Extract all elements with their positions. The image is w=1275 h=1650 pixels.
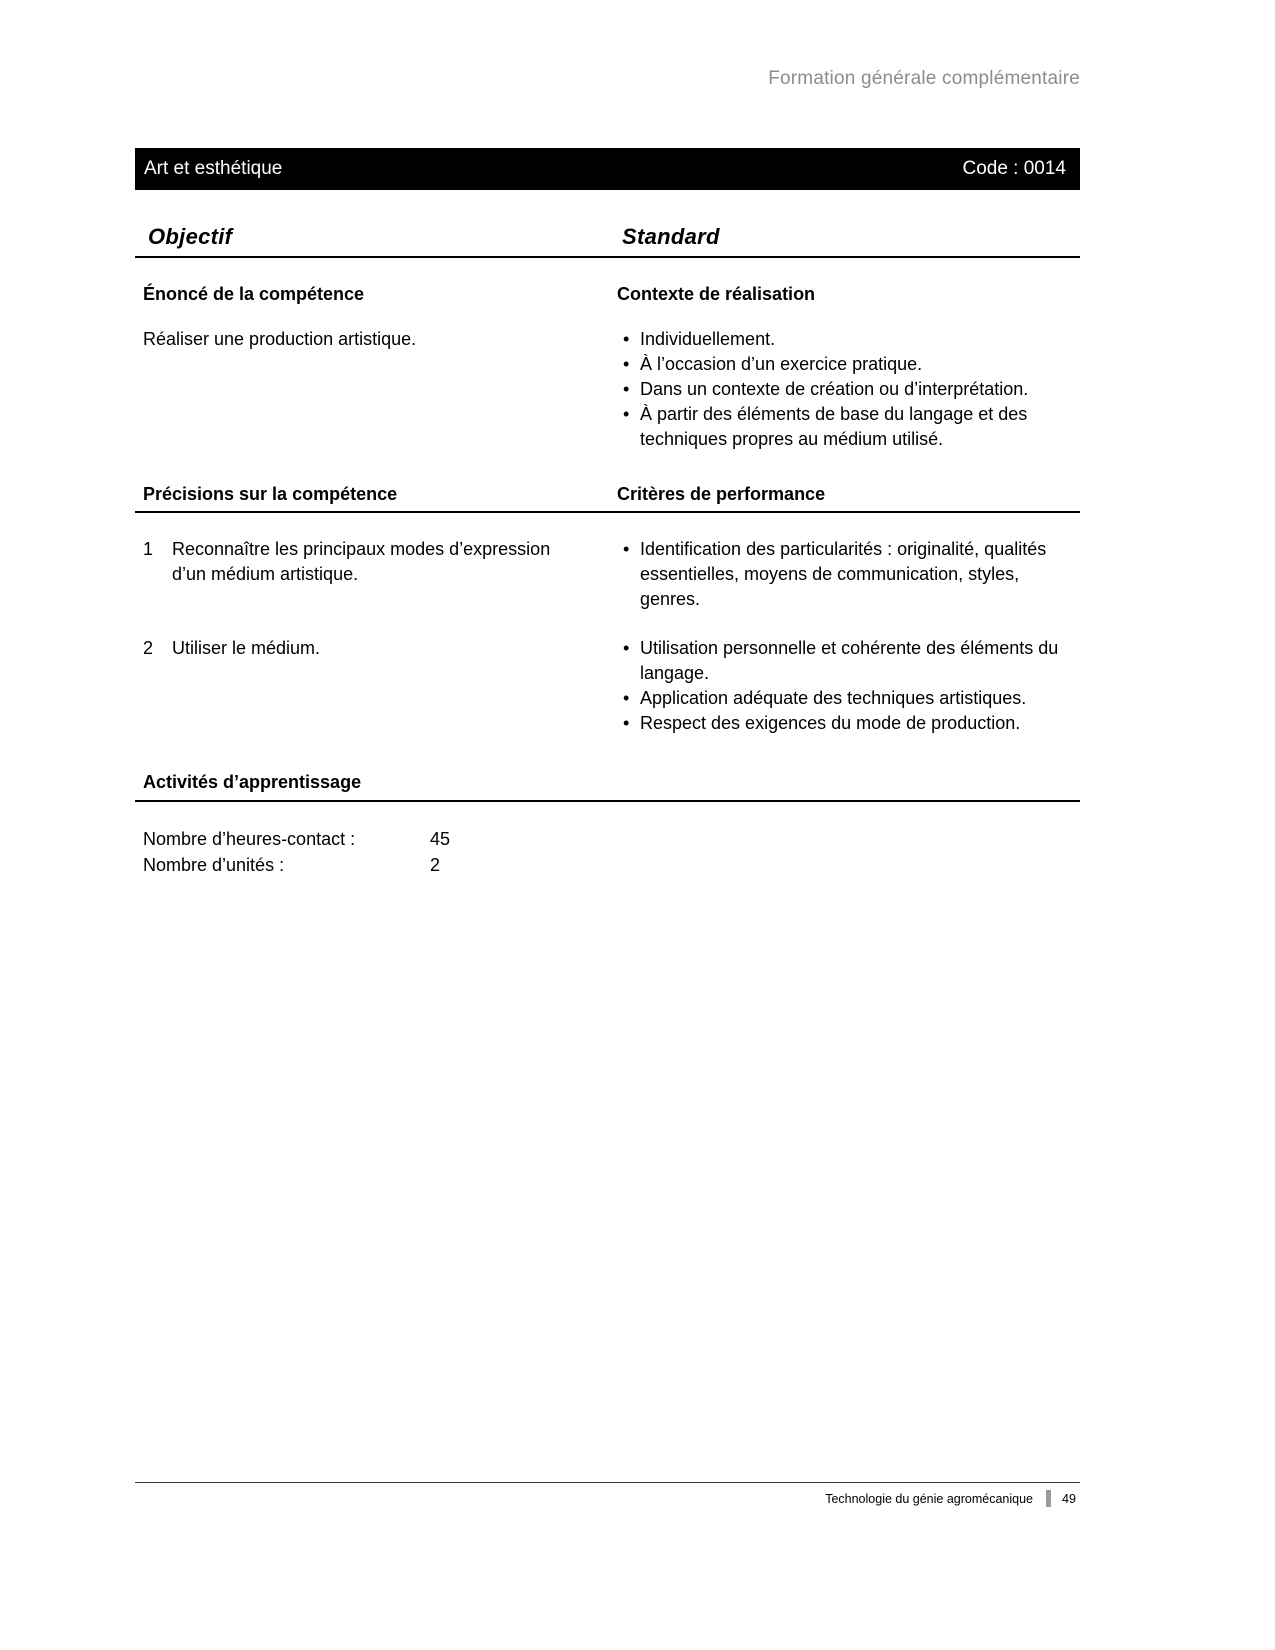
info-row-units <box>143 852 1080 878</box>
list-item-text: Application adéquate des techniques artistiques. <box>640 688 1027 708</box>
info-value: 45 <box>430 829 451 849</box>
criteres-heading: Critères de performance <box>617 484 826 504</box>
precision-item-1 <box>135 537 617 612</box>
criteres-group-1 <box>617 537 1080 612</box>
list-item <box>617 711 1076 736</box>
list-item <box>617 327 1076 352</box>
course-code: Code : 0014 <box>962 158 1066 179</box>
bullet-icon: • <box>623 638 630 658</box>
criteres-group-2 <box>617 636 1080 736</box>
info-label: Nombre d’heures-contact : <box>143 829 356 849</box>
list-item <box>617 537 1076 612</box>
precision-item-2 <box>135 636 617 736</box>
list-item-text: Respect des exigences du mode de production. <box>640 713 1021 733</box>
bullet-icon: • <box>623 354 630 374</box>
page-footer <box>135 1482 1080 1507</box>
activites-heading: Activités d’apprentissage <box>135 772 1080 802</box>
info-row-hours <box>143 826 1080 852</box>
standard-heading: Standard <box>622 224 720 249</box>
column-headings-row <box>135 224 1080 258</box>
objectif-heading: Objectif <box>148 224 233 249</box>
running-header <box>135 68 1080 90</box>
list-item-text: À partir des éléments de base du langage et des techniques propres au médium utilisé. <box>640 404 1028 449</box>
list-item-text: Individuellement. <box>640 329 776 349</box>
main-content <box>135 224 1080 878</box>
bullet-icon: • <box>623 713 630 733</box>
numbered-item <box>143 537 587 587</box>
list-item-text: Utilisation personnelle et cohérente des éléments du langage. <box>640 638 1059 683</box>
item-number: 2 <box>143 638 154 658</box>
enonce-section <box>135 284 617 452</box>
bullet-icon: • <box>623 539 630 559</box>
precision-row-2 <box>135 636 1080 736</box>
footer-text: Technologie du génie agromécanique <box>825 1491 1033 1506</box>
bullet-icon: • <box>623 329 630 349</box>
list-item-text: À l’occasion d’un exercice pratique. <box>640 354 923 374</box>
list-item-text: Dans un contexte de création ou d’interprétation. <box>640 379 1029 399</box>
list-item-text: Identification des particularités : originalité, qualités essentielles, moyens de communication, styles, genres. <box>640 539 1047 609</box>
bullet-icon: • <box>623 688 630 708</box>
contexte-bullet-list <box>617 327 1076 452</box>
numbered-item <box>143 636 587 661</box>
precision-row-1 <box>135 537 1080 612</box>
enonce-title: Énoncé de la compétence <box>143 284 365 304</box>
bullet-icon: • <box>623 379 630 399</box>
contexte-title: Contexte de réalisation <box>617 284 816 304</box>
list-item <box>617 686 1076 711</box>
item-number: 1 <box>143 539 154 559</box>
footer-divider-bar <box>1046 1490 1051 1507</box>
page-number: 49 <box>1062 1491 1076 1506</box>
course-title: Art et esthétique <box>144 158 283 179</box>
precisions-heading: Précisions sur la compétence <box>143 484 398 504</box>
info-label: Nombre d’unités : <box>143 855 285 875</box>
course-info <box>135 826 1080 878</box>
enonce-text: Réaliser une production artistique. <box>143 329 417 349</box>
competence-context-row <box>135 284 1080 452</box>
running-header-text: Formation générale complémentaire <box>768 68 1080 89</box>
list-item <box>617 352 1076 377</box>
info-value: 2 <box>430 855 441 875</box>
list-item <box>617 402 1076 452</box>
list-item <box>617 377 1076 402</box>
bullet-icon: • <box>623 404 630 424</box>
title-banner <box>135 148 1080 190</box>
item-text: Reconnaître les principaux modes d’expression d’un médium artistique. <box>172 539 551 584</box>
list-item <box>617 636 1076 686</box>
precisions-criteres-headings-row <box>135 484 1080 513</box>
contexte-section <box>617 284 1080 452</box>
item-text: Utiliser le médium. <box>172 638 321 658</box>
